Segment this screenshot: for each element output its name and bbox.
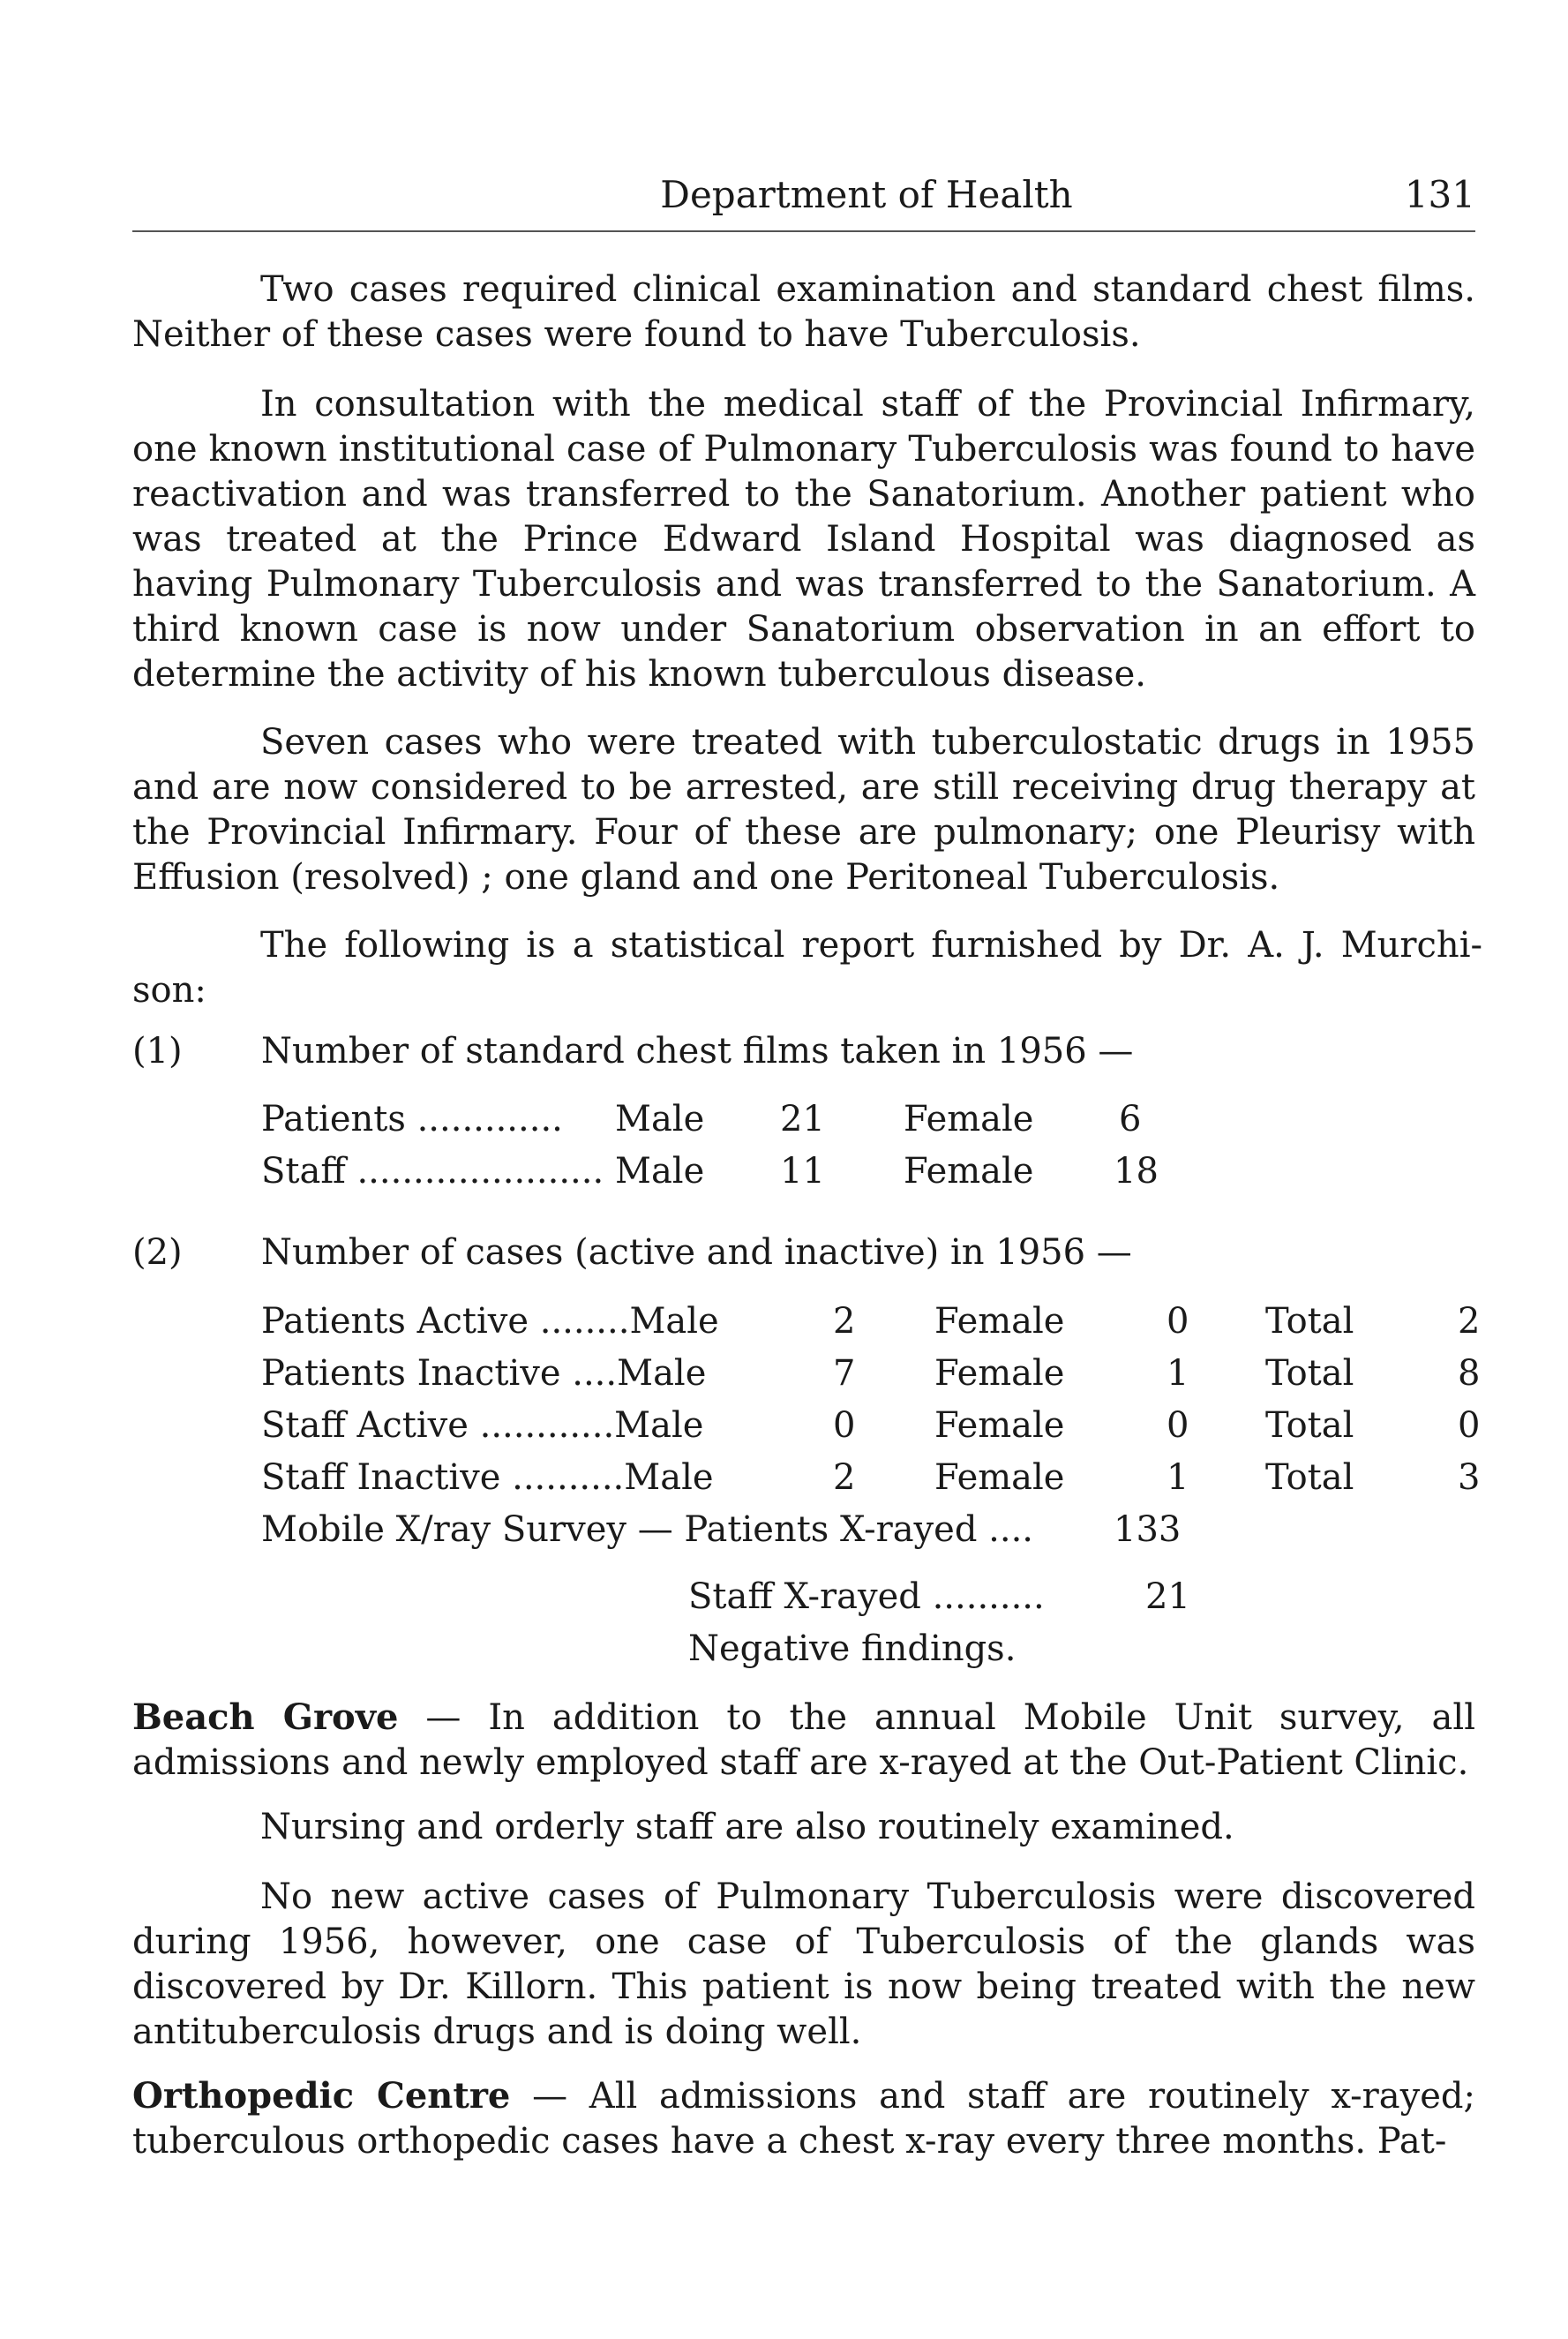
beach-grove-title: Beach Grove	[132, 1696, 399, 1738]
paragraph-1	[132, 267, 1475, 357]
row-label: Staff Inactive ..........Male	[261, 1457, 714, 1498]
female-label: Female	[934, 1353, 1065, 1394]
female-label: Female	[934, 1457, 1065, 1498]
male-count: 21	[780, 1099, 825, 1139]
mobile-survey-staff: Staff X-rayed ..........	[688, 1576, 1045, 1617]
section-2-heading: Number of cases (active and inactive) in 1956 —	[261, 1232, 1132, 1273]
mobile-survey-patients: Mobile X/ray Survey — Patients X-rayed ....	[261, 1509, 1033, 1550]
beach-grove-paragraph-2-text: Nursing and orderly staff are also routinely examined.	[260, 1807, 1234, 1847]
female-label: Female	[904, 1151, 1034, 1192]
total-count: 3	[1458, 1457, 1481, 1498]
beach-grove-paragraph	[132, 1695, 1475, 1786]
total-count: 0	[1458, 1405, 1481, 1446]
total-count: 8	[1458, 1353, 1481, 1394]
mobile-survey-patients-count: 133	[1114, 1509, 1182, 1550]
male-label: Male	[615, 1099, 705, 1139]
row-label: Patients Active ........Male	[261, 1301, 719, 1342]
total-label: Total	[1265, 1405, 1354, 1446]
row-label: Staff ......................	[261, 1151, 604, 1192]
male-label: Male	[615, 1151, 705, 1192]
running-header	[132, 172, 1475, 232]
total-label: Total	[1265, 1353, 1354, 1394]
section-1-heading: Number of standard chest films taken in 1956 —	[261, 1031, 1134, 1072]
section-2-number: (2)	[132, 1232, 183, 1273]
paragraph-2	[132, 382, 1475, 697]
female-label: Female	[904, 1099, 1034, 1139]
beach-grove-paragraph-2	[132, 1805, 1475, 1850]
beach-grove-text: — In addition to the annual Mobile Unit survey, all admissions and newly employed staff are x-rayed at the Out-Patient Clinic.	[132, 1697, 1475, 1783]
row-label: Patients Inactive ....Male	[261, 1353, 707, 1394]
orthopedic-paragraph	[132, 2073, 1475, 2164]
male-count: 7	[833, 1353, 856, 1394]
total-count: 2	[1458, 1301, 1481, 1342]
mobile-survey-result: Negative findings.	[688, 1628, 1017, 1669]
row-label: Staff Active ............Male	[261, 1405, 704, 1446]
paragraph-4-text: The following is a statistical report furnished by Dr. A. J. Murchi-son:	[132, 925, 1482, 1011]
paragraph-4	[132, 923, 1482, 1013]
page-number: 131	[1404, 173, 1475, 216]
mobile-survey-staff-count: 21	[1145, 1576, 1190, 1617]
female-label: Female	[934, 1301, 1065, 1342]
female-label: Female	[934, 1405, 1065, 1446]
male-count: 0	[833, 1405, 856, 1446]
female-count: 0	[1167, 1301, 1189, 1342]
female-count: 18	[1114, 1151, 1159, 1192]
beach-grove-paragraph-3	[132, 1875, 1475, 2055]
paragraph-1-text: Two cases required clinical examination and standard chest films. Neither of these cases were found to have Tuberculosis.	[132, 269, 1475, 355]
section-1-number: (1)	[132, 1031, 183, 1072]
female-count: 1	[1167, 1457, 1189, 1498]
row-label: Patients .............	[261, 1099, 563, 1139]
orthopedic-title: Orthopedic Centre	[132, 2075, 511, 2117]
header-title: Department of Health	[660, 173, 1073, 216]
male-count: 2	[833, 1457, 856, 1498]
total-label: Total	[1265, 1301, 1354, 1342]
paragraph-3	[132, 720, 1475, 900]
female-count: 0	[1167, 1405, 1189, 1446]
paragraph-3-text: Seven cases who were treated with tuberculostatic drugs in 1955 and are now considered to be arrested, are still receiving drug therapy at the Provincial Infirmary. Four of these are pulmonary; one Pleurisy with Effusion (resolved) ; one gland and one Peritoneal Tuberculosis.	[132, 722, 1475, 898]
female-count: 6	[1119, 1099, 1142, 1139]
total-label: Total	[1265, 1457, 1354, 1498]
male-count: 2	[833, 1301, 856, 1342]
female-count: 1	[1167, 1353, 1189, 1394]
beach-grove-paragraph-3-text: No new active cases of Pulmonary Tuberculosis were discovered during 1956, however, one case of Tuberculosis of the glands was discovered by Dr. Killorn. This patient is now being treated with the new antituberculosis drugs and is doing well.	[132, 1876, 1475, 2052]
male-count: 11	[780, 1151, 825, 1192]
paragraph-2-text: In consultation with the medical staff of the Provincial Infirmary, one known institutional case of Pulmonary Tuberculosis was found to have reactivation and was transferred to the Sanatorium. Another patient who was treated at the Prince Edward Island Hospital was diagnosed as having Pulmonary Tuberculosis and was transferred to the Sanatorium. A third known case is now under Sanatorium observation in an effort to determine the activity of his known tuberculous disease.	[132, 384, 1475, 695]
orthopedic-text: — All admissions and staff are routinely x-rayed; tuberculous orthopedic cases have a chest x-ray every three months. Pat-	[132, 2076, 1476, 2162]
